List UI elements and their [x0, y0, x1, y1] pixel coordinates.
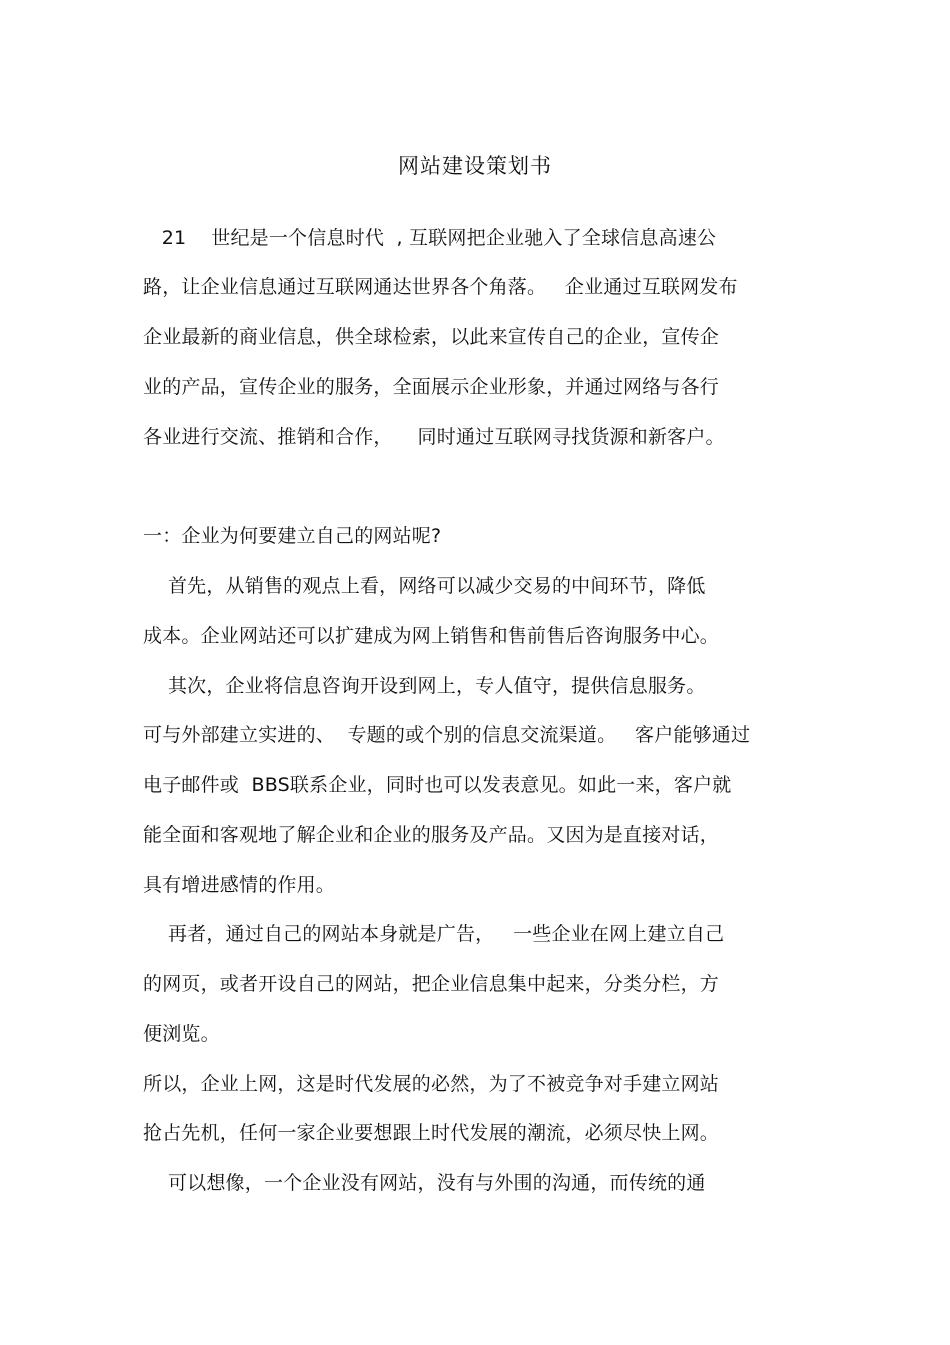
intro-line: 企业最新的商业信息，供全球检索，以此来宣传自己的企业，宣传企	[143, 326, 720, 348]
document-title: 网站建设策划书	[398, 154, 552, 178]
intro-line: 21 世纪是一个信息时代 , 互联网把企业驰入了全球信息高速公	[143, 227, 717, 249]
body-line: 电子邮件或 BBS联系企业，同时也可以发表意见。如此一来，客户就	[143, 774, 732, 796]
body-line: 其次，企业将信息咨询开设到网上，专人值守，提供信息服务。	[143, 675, 706, 697]
body-line: 再者，通过自己的网站本身就是广告， 一些企业在网上建立自己	[143, 923, 725, 945]
intro-line: 路，让企业信息通过互联网通达世界各个角落。 企业通过互联网发布	[143, 276, 738, 298]
body-line: 所以，企业上网，这是时代发展的必然，为了不被竞争对手建立网站	[143, 1073, 720, 1095]
body-line: 抢占先机，任何一家企业要想跟上时代发展的潮流，必须尽快上网。	[143, 1122, 720, 1144]
body-line: 能全面和客观地了解企业和企业的服务及产品。又因为是直接对话，	[143, 824, 720, 846]
intro-line: 各业进行交流、推销和合作， 同时通过互联网寻找货源和新客户。	[143, 426, 725, 448]
section-heading: 一：企业为何要建立自己的网站呢?	[143, 525, 442, 547]
body-line: 成本。企业网站还可以扩建成为网上销售和售前售后咨询服务中心。	[143, 625, 720, 647]
intro-line: 业的产品，宣传企业的服务，全面展示企业形象，并通过网络与各行	[143, 376, 720, 398]
body-line: 可与外部建立实进的、 专题的或个别的信息交流渠道。 客户能够通过	[143, 724, 751, 746]
body-line: 首先，从销售的观点上看，网络可以减少交易的中间环节，降低	[143, 575, 706, 597]
body-line: 可以想像，一个企业没有网站，没有与外围的沟通，而传统的通	[143, 1172, 706, 1194]
body-line: 具有增进感情的作用。	[143, 874, 336, 896]
body-line: 便浏览。	[143, 1023, 220, 1045]
body-line: 的网页，或者开设自己的网站，把企业信息集中起来，分类分栏，方	[143, 973, 720, 995]
